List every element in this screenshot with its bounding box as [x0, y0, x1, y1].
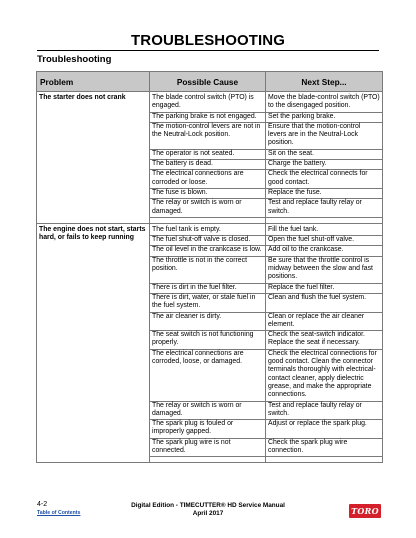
- next-step-cell: Adjust or replace the spark plug.: [266, 420, 383, 439]
- title-rule: [37, 50, 379, 51]
- cause-cell: The throttle is not in the correct position.: [150, 256, 266, 283]
- cause-cell: The seat switch is not functioning properly.: [150, 331, 266, 350]
- footer-date-line: April 2017: [192, 510, 224, 518]
- section-heading: Troubleshooting: [37, 54, 112, 65]
- spacer-cell: [266, 457, 383, 463]
- next-step-cell: Fill the fuel tank.: [266, 223, 383, 235]
- header-problem: Problem: [37, 72, 150, 92]
- next-step-cell: Check the seat-switch indicator. Replace the seat if necessary.: [266, 331, 383, 350]
- toro-logo-text: TORO: [351, 506, 379, 516]
- table-of-contents-link[interactable]: Table of Contents: [37, 510, 81, 516]
- footer-edition-line: Digital Edition - TIMECUTTER® HD Service Manual: [131, 502, 285, 509]
- cause-cell: The relay or switch is worn or damaged.: [150, 401, 266, 420]
- header-next-step: Next Step...: [266, 72, 383, 92]
- table-row: [37, 92, 383, 113]
- cause-cell: The parking brake is not engaged.: [150, 112, 266, 122]
- cause-cell: The spark plug is fouled or improperly gapped.: [150, 420, 266, 439]
- cause-cell: The spark plug wire is not connected.: [150, 438, 266, 457]
- next-step-cell: Clean or replace the air cleaner element.: [266, 312, 383, 331]
- next-step-cell: Ensure that the motion-control levers are in the Neutral-Lock position.: [266, 122, 383, 149]
- cause-cell: The relay or switch is worn or damaged.: [150, 199, 266, 218]
- toro-logo: [349, 504, 381, 518]
- cause-cell: There is dirt in the fuel filter.: [150, 283, 266, 293]
- troubleshooting-table: [36, 71, 383, 463]
- cause-cell: The air cleaner is dirty.: [150, 312, 266, 331]
- next-step-cell: Clean and flush the fuel system.: [266, 293, 383, 312]
- problem-cell: The starter does not crank: [37, 92, 150, 224]
- next-step-cell: Replace the fuel filter.: [266, 283, 383, 293]
- cause-cell: The operator is not seated.: [150, 149, 266, 159]
- cause-cell: The fuel tank is empty.: [150, 223, 266, 235]
- next-step-cell: Check the electrical connections for good contact. Clean the connector terminals thoroughly with electrical-contact cleaner, apply dielectric grease, and make the appropriate connections.: [266, 349, 383, 401]
- next-step-cell: Test and replace faulty relay or switch.: [266, 199, 383, 218]
- problem-cell: The engine does not start, starts hard, or fails to keep running: [37, 223, 150, 462]
- next-step-cell: Replace the fuse.: [266, 188, 383, 198]
- cause-cell: The motion-control levers are not in the Neutral-Lock position.: [150, 122, 266, 149]
- next-step-cell: Move the blade-control switch (PTO) to the disengaged position.: [266, 92, 383, 113]
- table-body: [37, 92, 383, 463]
- next-step-cell: Sit on the seat.: [266, 149, 383, 159]
- table-header-row: [37, 72, 383, 92]
- table-row: [37, 223, 383, 235]
- cause-cell: The electrical connections are corroded, loose, or damaged.: [150, 349, 266, 401]
- cause-cell: There is dirt, water, or stale fuel in the fuel system.: [150, 293, 266, 312]
- next-step-cell: Open the fuel shut-off valve.: [266, 236, 383, 246]
- next-step-cell: Check the spark plug wire connection.: [266, 438, 383, 457]
- cause-cell: The blade control switch (PTO) is engaged.: [150, 92, 266, 113]
- cause-cell: The battery is dead.: [150, 160, 266, 170]
- next-step-cell: Add oil to the crankcase.: [266, 246, 383, 256]
- next-step-cell: Charge the battery.: [266, 160, 383, 170]
- spacer-cell: [150, 457, 266, 463]
- cause-cell: The fuel shut-off valve is closed.: [150, 236, 266, 246]
- header-possible-cause: Possible Cause: [150, 72, 266, 92]
- next-step-cell: Be sure that the throttle control is midway between the slow and fast positions.: [266, 256, 383, 283]
- next-step-cell: Test and replace faulty relay or switch.: [266, 401, 383, 420]
- footer-page-number: 4-2: [37, 501, 48, 508]
- cause-cell: The fuse is blown.: [150, 188, 266, 198]
- cause-cell: The oil level in the crankcase is low.: [150, 246, 266, 256]
- cause-cell: The electrical connections are corroded or loose.: [150, 170, 266, 189]
- page-title: TROUBLESHOOTING: [131, 32, 285, 49]
- next-step-cell: Set the parking brake.: [266, 112, 383, 122]
- next-step-cell: Check the electrical connects for good contact.: [266, 170, 383, 189]
